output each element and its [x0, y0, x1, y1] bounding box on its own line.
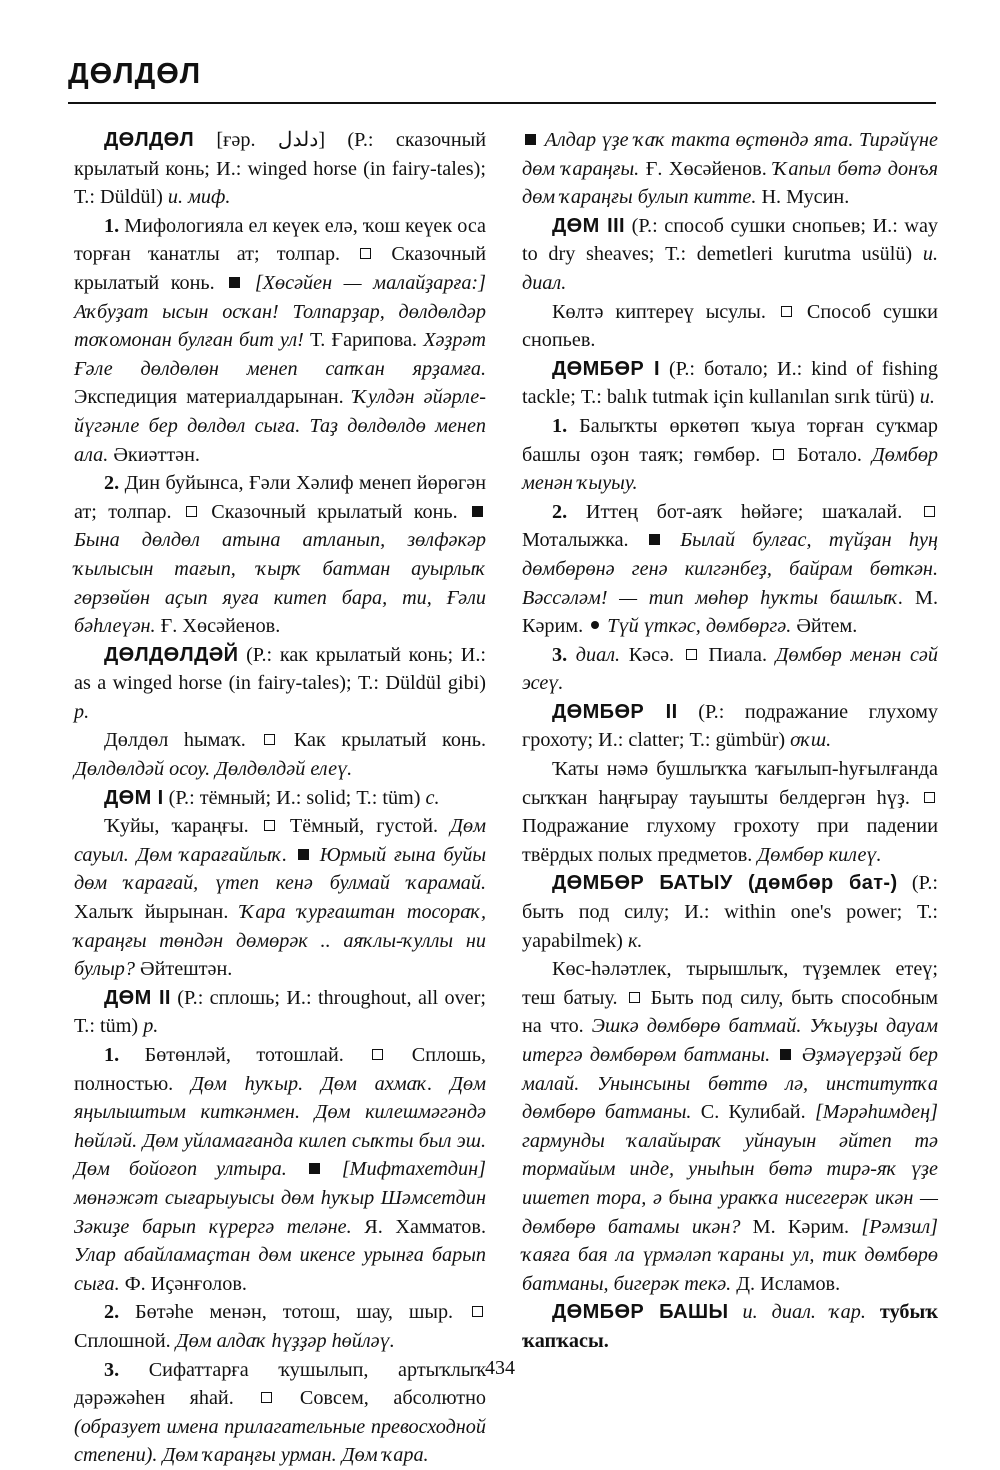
headword: ДӨМБӨР БАТЫУ — [552, 872, 733, 895]
sense-number: 2. — [104, 472, 120, 495]
sense — [522, 412, 938, 498]
quote-source: С. Кулибай. — [691, 1101, 815, 1124]
definition: Көс-һәләтлек, тырышлыҡ, түҙемлек етеү; теш батыу. — [522, 958, 938, 1009]
definition: Ҡуйы, ҡараңғы. — [104, 815, 261, 838]
quotation: Ҡара ҡурғаштан тосораҡ, ҡараңғы төндән дөмөрәк .. аяҡлы-ҡуллы ни булыр? — [74, 901, 486, 981]
white-square-icon — [261, 1392, 272, 1403]
quote-source: Халыҡ йырынан. — [74, 901, 241, 924]
russian-gloss: Пиала. — [699, 643, 776, 666]
example: Дөм алдаҡ һүҙҙәр һөйләү. — [175, 1329, 395, 1352]
entry-dombor-2 — [522, 698, 938, 755]
sense-number: 3. — [104, 1358, 120, 1381]
grammar-label: и. диал. — [522, 243, 938, 294]
example: Дөмбөр менән сәй эсеү. — [522, 643, 938, 695]
entry-doldolday — [74, 641, 486, 727]
grammar-label: и. миф. — [167, 186, 231, 209]
quotation: Хәҙрәт Ғәле дөлдөлөн менеп сапҡан ярҙамға. — [74, 329, 486, 380]
russian-gloss: Как крылатый конь. — [278, 729, 486, 752]
definition: Бөтәһе менән, тотош, шау, шыр. — [119, 1301, 469, 1324]
white-square-icon — [686, 649, 697, 660]
quotation: Алдар үҙе ҡаҡ такта өҫтөндә ята. Тирәйүне дөм ҡараңғы. — [522, 129, 938, 180]
quote-source: Я. Хамматов. — [351, 1215, 486, 1238]
grammar-label: с. — [425, 786, 440, 809]
russian-gloss: Совсем, абсолютно — [275, 1387, 486, 1410]
etymology: (Р.: подражание глухому грохоту; И.: clatter; Т.: gümbür) — [522, 700, 938, 752]
headword: ДӨЛДӨЛДӘЙ — [104, 643, 239, 666]
white-square-icon — [781, 306, 792, 317]
running-head: ДӨЛДӨЛ — [68, 58, 202, 90]
grammar-label: к. — [627, 929, 643, 952]
headword: ДӨМ II — [104, 986, 171, 1009]
header-rule — [68, 102, 936, 104]
quote-source: Әкиәттән. — [108, 443, 200, 466]
example: Эшкә дөмбөрө батмай. Уҡыуҙы дауам итергә дөмбөрөм батманы. — [522, 1015, 938, 1066]
quote-source: М. Кәрим. — [740, 1215, 862, 1238]
etymology: (Р.: способ сушки снопьев; И.: way to dry sheaves; Т.: demetleri kurutma usülü) — [522, 214, 939, 266]
black-square-icon — [472, 506, 483, 517]
sense-number: 2. — [104, 1301, 120, 1324]
quotation: Әҙмәүерҙәй бер малай. Унынсыны бөттө лә, институтҡа дөмбөрө батманы. — [522, 1044, 939, 1124]
white-square-icon — [472, 1306, 483, 1317]
definition: Бөтөнләй, тотошлай. — [119, 1044, 370, 1066]
sense-number: 2. — [552, 500, 568, 523]
russian-gloss: Ботало. — [787, 443, 872, 466]
black-square-icon — [309, 1163, 320, 1174]
definition: Дин буйынса, Ғәли Хәлиф менеп йөрөгән ат; толпар. — [74, 472, 486, 523]
white-square-icon — [264, 820, 275, 831]
grammar-label: р. — [143, 1015, 159, 1038]
entry-dom-3 — [522, 212, 938, 298]
headword-variant: (дөмбөр бат-) — [732, 872, 898, 895]
quotation: [Мәрәһимдең] гармунды ҡалайыраҡ уйнауын әйтеп тә тормайым инде, уныһын бөтә тирә-яҡ үҙе ишетеп тора, ә бына уракҡа нисегерәк икән — дөмбөрө батамы икән? — [522, 1101, 938, 1238]
etymology: (Р.: как крылатый конь; И.: as a winged horse (in fairy-tales); Т.: Düldül gibi) — [74, 643, 486, 695]
definition: Дөлдөл һымаҡ. — [104, 729, 262, 752]
quotation: Улар абайламаҫтан дөм икенсе урынға барып сыға. — [74, 1244, 486, 1295]
sense — [522, 298, 938, 355]
russian-gloss: Подражание глухому грохоту при падении твёрдых полых предметов. — [522, 815, 938, 866]
headword: ДӨМ I — [104, 786, 164, 809]
grammar-label: и. диал. ҡар. — [728, 1301, 866, 1324]
definition: Кәсә. — [620, 643, 683, 666]
entry-dombor-bashy — [522, 1298, 938, 1355]
russian-gloss: Сказочный крылатый конь. — [74, 243, 486, 294]
quote-source: Ф. Иҫәнғолов. — [119, 1272, 247, 1295]
russian-gloss: Сплошной. — [74, 1329, 176, 1352]
headword: ДӨМБӨР II — [552, 700, 678, 723]
entry-dom-2 — [74, 984, 486, 1041]
sense — [522, 755, 938, 869]
russian-gloss: Способ сушки снопьев. — [522, 300, 938, 352]
etymology: (Р.: ботало; И.: kind of fishing tackle; Т.: balık tutmak için kullanılan sırık türü) — [522, 357, 938, 409]
quotation: [Хөсәйен — малайҙарға:] Аҡбуҙат ысын осҡан! Толпарҙар, дөлдөлдәр тоҡомонан булған бит ул! — [74, 271, 487, 352]
quotation: [Рәмзил] ҡаяға бая ла үрмәләп ҡараны ул, тик дөмбөрө батманы, бигерәк текә. — [522, 1215, 938, 1295]
white-square-icon — [924, 506, 935, 517]
etymology: [ғәр. دلدل] (Р.: сказочный крылатый конь; И.: winged horse (in fairy-tales); Т.: Düldül) — [74, 129, 486, 209]
example: Дөмбөр менән ҡыуыу. — [522, 443, 939, 495]
black-square-icon — [525, 134, 536, 145]
usage-note: (образует имена прилагательные превосходной степени). — [74, 1415, 486, 1467]
white-square-icon — [360, 248, 371, 259]
black-square-icon — [780, 1049, 791, 1060]
quote-source: Д. Исламов. — [731, 1272, 841, 1295]
quote-source: Н. Мусин. — [756, 186, 850, 209]
definition: Балыҡты өркөтөп ҡыуа торған суҡмар башлы оҙон таяҡ; гөмбөр. — [522, 414, 938, 466]
example: Дөм һуҡыр. Дөм ахмаҡ. Дөм яңылыштым киткәнмен. Дөм килешмәгәндә һөйләй. Дөм уйламағанда килеп сыҡты был эш. Дөм бойоғоп ултыра. — [74, 1072, 486, 1181]
definition: Иттең бот-аяҡ һөйәге; шаҡалай. — [567, 500, 921, 523]
white-square-icon — [186, 506, 197, 517]
definition: Көлтә киптереү ысулы. — [552, 300, 778, 323]
sense — [74, 812, 486, 984]
example: Дөм сауыл. Дөм ҡарағайлыҡ. — [74, 815, 486, 866]
quotation: Ҡулдән әйәрле-йүгәнле бер дөлдөл сыға. Таҙ дөлдөлдө менеп ала. — [74, 386, 486, 466]
black-square-icon — [298, 849, 309, 860]
white-square-icon — [773, 449, 784, 460]
right-column — [522, 126, 938, 1356]
headword: ДӨМБӨР I — [552, 357, 660, 380]
quote-source: М. Кәрим. — [522, 586, 939, 638]
russian-gloss: Моталыжка. — [522, 529, 646, 552]
quotation: [Мифтахетдин] мөнәжәт сығарыуысы дөм һуҡыр Шәмсетдин Зәкиҙе барып күрергә теләне. — [74, 1158, 486, 1238]
left-column — [74, 126, 486, 1470]
example: Дөм ҡараңғы урман. Дөм ҡара. — [157, 1444, 429, 1467]
white-square-icon — [264, 734, 275, 745]
definition: Сифаттарға ҡушылып, артыҡлыҡ дәрәжәһен яһай. — [74, 1358, 486, 1410]
quotation: Юрмый ғына буйы дөм ҡарағай, үтеп кенә булмай ҡарамай. — [74, 843, 487, 895]
quotation: Ҡапыл бөтә донъя дөм ҡараңғы булып китте. — [522, 157, 938, 209]
etymology: (Р.: быть под силу; И.: within one's power; Т.: yapabilmek) — [522, 872, 938, 952]
quote-source: Әйтештән. — [134, 958, 233, 981]
definition: Ҡаты нәмә бушлыҡҡа ҡағылып-һуғылғанда сыҡҡан һаңғырау тауышты белдергән һүҙ. — [522, 758, 938, 809]
russian-gloss: Сплошь, полностью. — [74, 1044, 486, 1095]
quote-source: Т. Ғарипова. — [303, 329, 424, 352]
usage-label: диал. — [567, 643, 621, 666]
example: Дөлдөлдәй осоу. Дөлдөлдәй елеү. — [74, 758, 353, 781]
sense — [74, 1041, 486, 1298]
sense-number: 3. — [552, 643, 568, 666]
bullet-icon — [591, 621, 599, 629]
grammar-label: и. — [919, 386, 935, 409]
sense — [74, 212, 486, 469]
cross-reference: тубыҡ ҡапҡасы. — [522, 1301, 938, 1352]
sense — [74, 1298, 486, 1355]
quote-source: Ғ. Хөсәйенов. — [155, 615, 281, 638]
black-square-icon — [649, 534, 660, 545]
entry-continuation — [522, 126, 938, 212]
quotation: Түй үткәс, дөмбөргә. — [607, 615, 792, 638]
white-square-icon — [629, 992, 640, 1003]
headword: ДӨМБӨР БАШЫ — [552, 1301, 729, 1324]
headword: ДӨМ III — [552, 214, 626, 237]
quotation: Былай булғас, түйҙан һуң дөмбөрөнә генә килгәнбеҙ, байрам бөткән. Вәссәләм! — тип мөһөр һуҡты башлыҡ. — [522, 529, 938, 609]
headword: ДӨЛДӨЛ — [104, 129, 195, 151]
russian-gloss: Сказочный крылатый конь. — [199, 500, 470, 523]
page-number: 434 — [485, 1357, 515, 1379]
definition: Мифологияла ел кеүек елә, ҡош кеүек оса торған ҡанатлы ат; толпар. — [74, 214, 487, 266]
quotation: Бына дөлдөл атына атланып, зөлфәкәр ҡылысын тағып, ҡырҡ батман ауырлыҡ гөрзөйөн аҫып яуға китеп бара, ти, Ғәли бәһлеүән. — [74, 529, 486, 638]
quote-source: Әйтем. — [791, 615, 858, 638]
entry-dom-1 — [74, 784, 486, 813]
sense — [74, 469, 486, 641]
quote-source: Экспедиция материалдарынан. — [74, 386, 353, 409]
sense-number: 1. — [104, 214, 120, 237]
etymology: (Р.: сплошь; И.: throughout, all over; Т.: tüm) — [74, 986, 486, 1038]
black-square-icon — [229, 277, 240, 288]
quote-source: Ғ. Хөсәйенов. — [639, 157, 774, 180]
russian-gloss: Быть под силу, быть способным на что. — [522, 986, 939, 1038]
sense — [522, 955, 938, 1298]
sense — [522, 498, 938, 641]
white-square-icon — [372, 1049, 383, 1060]
etymology: (Р.: тёмный; И.: solid; Т.: tüm) — [163, 786, 426, 809]
white-square-icon — [924, 792, 935, 803]
entry-dombor-batyu — [522, 869, 938, 955]
sense-number: 1. — [552, 414, 568, 437]
entry-dombor-1 — [522, 355, 938, 412]
sense-number: 1. — [104, 1044, 120, 1066]
grammar-label: оҡш. — [790, 729, 832, 752]
russian-gloss: Тёмный, густой. — [277, 815, 451, 838]
entry-doldol — [74, 126, 486, 212]
sense — [74, 726, 486, 783]
sense — [522, 641, 938, 698]
grammar-label: р. — [74, 700, 90, 723]
example: Дөмбөр килеү. — [757, 843, 882, 866]
